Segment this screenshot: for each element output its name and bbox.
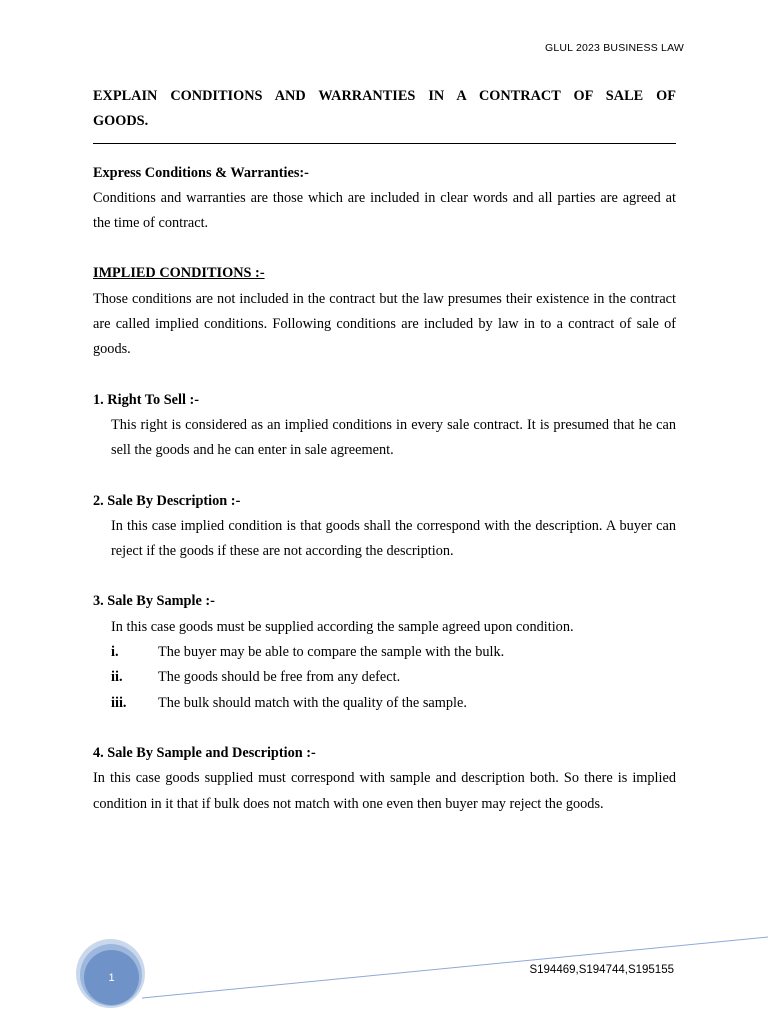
section-heading-sale-by-sample-and-description: 4. Sale By Sample and Description :-: [93, 744, 316, 761]
document-title: EXPLAIN CONDITIONS AND WARRANTIES IN A CONTRACT OF SALE OF GOODS.: [93, 84, 676, 144]
section-heading-sale-by-description: 2. Sale By Description :-: [93, 492, 241, 509]
implied-heading: IMPLIED CONDITIONS :-: [93, 265, 265, 282]
section-heading-sale-by-sample: 3. Sale By Sample :-: [93, 593, 215, 610]
list-item-number: iii.: [111, 694, 127, 711]
express-heading: Express Conditions & Warranties:-: [93, 164, 309, 181]
section-text-sale-by-description: In this case implied condition is that goods shall the correspond with the description. A buyer can reject if the goods if these are not according the description.: [111, 517, 676, 560]
footer-line: [142, 937, 768, 998]
section-text-sale-by-sample-and-description: In this case goods supplied must correspond with sample and description both. So there is implied condition in it that if bulk does not match with one even then buyer may reject the goods.: [93, 770, 676, 812]
list-item-text: The bulk should match with the quality of the sample.: [158, 694, 467, 711]
page-number-badge: [84, 950, 139, 1005]
list-item-text: The goods should be free from any defect.: [158, 669, 401, 686]
list-item-number: ii.: [111, 669, 123, 686]
implied-text: Those conditions are not included in the contract but the law presumes their existence in the contract are called implied conditions. Following conditions are included by law in to a contract of sale of goods.: [93, 290, 676, 358]
section-text-right-to-sell: This right is considered as an implied conditions in every sale contract. It is presumed that he can sell the goods and he can enter in sale agreement.: [111, 416, 676, 459]
page-header: GLUL 2023 BUSINESS LAW: [544, 42, 684, 54]
page-number: 1: [108, 971, 115, 984]
footer-student-ids: S194469,S194744,S195155: [529, 964, 674, 976]
list-item-number: i.: [111, 644, 119, 661]
section-text-sale-by-sample: In this case goods must be supplied according the sample agreed upon condition.: [111, 618, 574, 635]
section-heading-right-to-sell: 1. Right To Sell :-: [93, 391, 200, 408]
list-item-text: The buyer may be able to compare the sample with the bulk.: [158, 644, 505, 661]
express-text: Conditions and warranties are those which are included in clear words and all parties are agreed at the time of contract.: [93, 189, 676, 232]
